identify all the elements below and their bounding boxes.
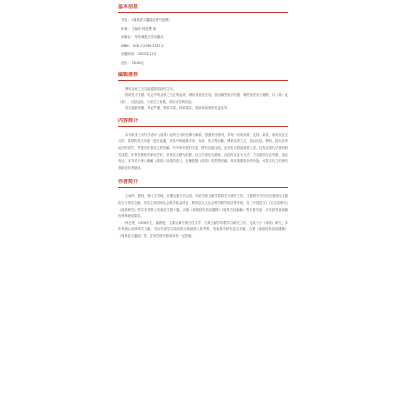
recommend-title: 编辑推荐 [118, 71, 139, 78]
info-value: 78.00元 [131, 60, 144, 65]
recommend-paragraph: 语言通俗易懂，考证严谨，资料丰富，材料翔实，是研读周易的有益参考。 [125, 106, 231, 111]
info-label: 书名： [121, 18, 131, 22]
info-label: 定价： [121, 60, 131, 65]
recommend-divider [118, 80, 288, 81]
info-value: 王闻华 钟近贤 著 [131, 26, 156, 31]
info-label: ISBN： [121, 43, 132, 48]
info-row-publisher [121, 35, 288, 39]
info-value: 2022年11月 [137, 52, 157, 56]
info-value: 《周易语义通疏百家引述辨》 [131, 18, 172, 22]
basic-info-section [118, 4, 288, 65]
content-intro-divider [118, 126, 288, 127]
info-row-author [121, 27, 288, 31]
info-label: 出版社： [121, 35, 134, 39]
author-intro-divider [118, 187, 288, 188]
book-detail-column [118, 0, 288, 240]
content-intro-title: 内容简介 [118, 117, 139, 124]
info-row-title [121, 18, 288, 22]
basic-info-title: 基本信息 [118, 4, 139, 10]
info-value: 978-7-5760-2347-2 [132, 43, 164, 48]
info-row-isbn [121, 44, 288, 48]
info-label: 出版时间： [121, 52, 137, 56]
recommend-paragraph: 博采众家之言以疏通周易经传文句。 [125, 86, 176, 91]
content-intro-paragraph: 本书收录了历代学者对《周易》经传文句的注释与解说，按照卦序排列，对每一卦的卦辞、爻辞、彖传、象传以及文言传、系辞传等文句逐一进行疏通，对其中的疑难字词、句读、语义等问题，博采众家之言，加以比较、辨析，指出各家说法的得失，并提出作者自己的见解。书中所引资料丰富，既有汉唐注疏，也有宋元明清诸家之说，还有近现代学者的研究成果。作者在辨析各家说法时，坚持以文献为依据，以文字训诂为基础，以经传互证为方法，力求做到言必有据，论必有证。本书对于深入理解《周易》经传的语义，正确把握《周易》的思想内涵，具有重要的参考价值，可供古代文史研究者和爱好者阅读。 [118, 132, 288, 170]
info-value: 华东师范大学出版社 [134, 35, 164, 39]
author-intro-section [118, 179, 288, 239]
author-intro-paragraph: 王闻华，教授，博士生导师，长期从事古代汉语、训诂学和文献学的教学与研究工作，主要研究方向为先秦两汉文献语言与易学文献。先后主持国家社会科学基金项目、教育部人文社会科学研究项目等多项，在《中国语文》《古汉语研究》《周易研究》等学术刊物上发表论文数十篇，出版《周易经传语词通释》《周易古经新解》等专著多部，多次获得省部级优秀科研成果奖。 [118, 194, 288, 219]
basic-info-divider [118, 12, 288, 13]
content-intro-section [118, 118, 288, 172]
info-label: 作者： [121, 26, 131, 31]
info-row-price [121, 61, 288, 65]
author-intro-paragraph: 钟近贤，1956年生，副教授，主要从事中国古代文学、古典文献学的教学与研究工作，尤致力于《周易》研究，多年来潜心钻研易学文献，对历代易学注疏有较为系统深入的考察，发表易学研究论文多篇，合著《周易经传语词通释》《周易语义通疏》等，在易学研究领域具有一定影响。 [118, 220, 288, 238]
recommend-paragraph: 将散见于文献、札记中的众家之言汇集起来，辨析其说法正误，指出哪些说法有据、哪些说法出于臆断，以《易》证《易》，以经证经，力求言之有据，得出可信的结论。 [118, 93, 288, 104]
author-intro-title: 作者简介 [118, 179, 139, 186]
info-row-pubdate [121, 52, 288, 56]
recommend-section [118, 72, 288, 112]
